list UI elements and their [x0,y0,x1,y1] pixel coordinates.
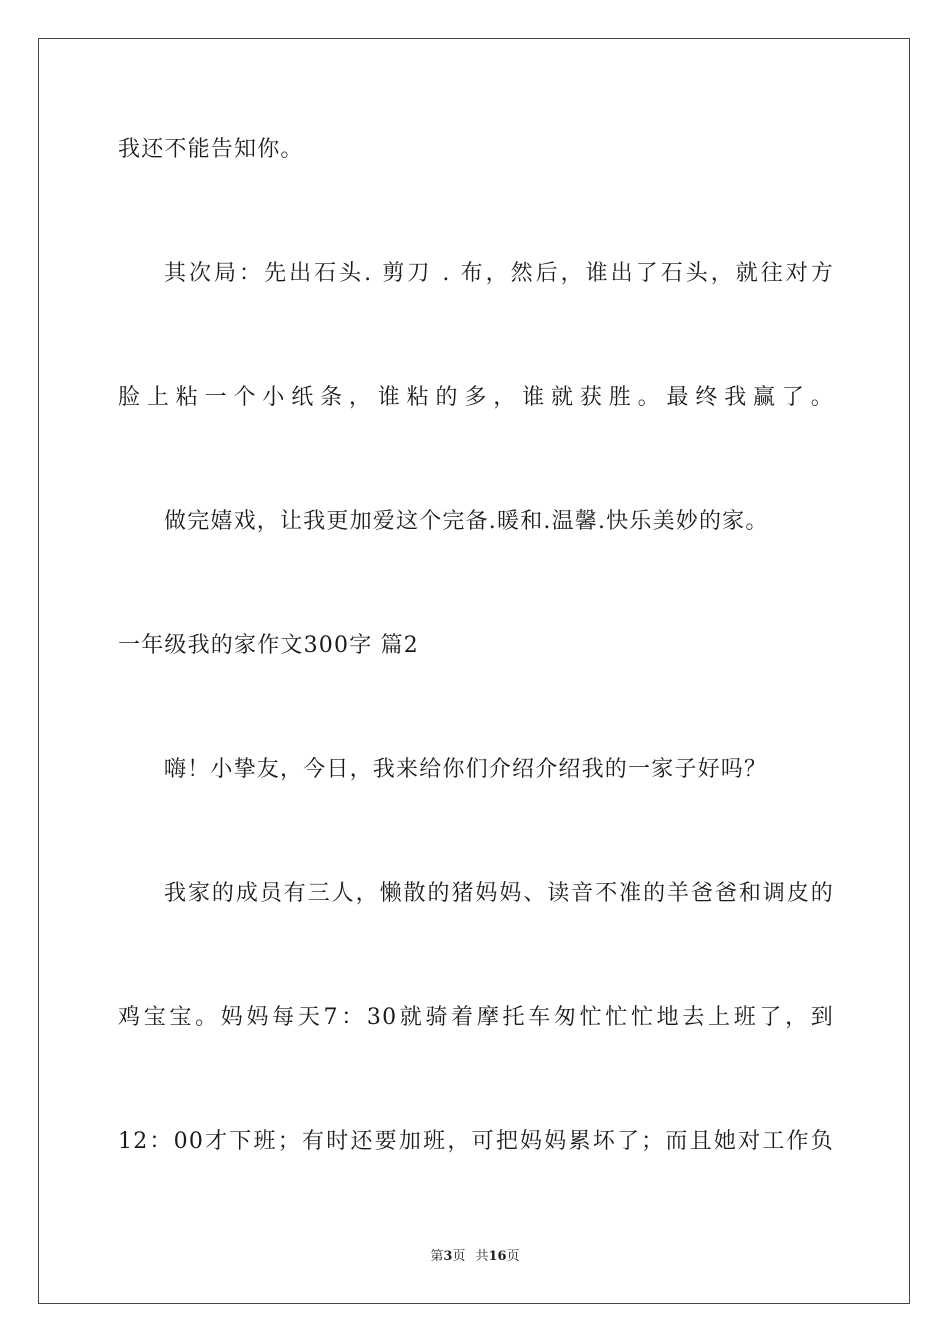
text-line-1: 我还不能告知你。 [118,137,304,162]
page-number: 3 [443,1249,453,1264]
total-prefix: 共 [475,1249,489,1264]
text-line-6: 我家的成员有三人，懒散的猪妈妈、读音不准的羊爸爸和调皮的 [164,881,834,906]
text-line-7: 鸡宝宝。妈妈每天7：30就骑着摩托车匆忙忙忙地去上班了，到 [118,1005,834,1030]
text-line-8: 12：00才下班；有时还要加班，可把妈妈累坏了；而且她对工作负 [118,1129,834,1154]
text-line-3: 脸上粘一个小纸条，谁粘的多，谁就获胜。最终我赢了。 [118,385,834,410]
total-pages: 16 [488,1249,507,1264]
section-heading: 一年级我的家作文300字 篇2 [118,633,419,658]
text-line-2: 其次局：先出石头. 剪刀 . 布，然后，谁出了石头，就往对方 [164,261,834,286]
page-prefix: 第 [430,1249,444,1264]
total-suffix: 页 [506,1249,520,1264]
page-border [38,38,910,1304]
page-footer [0,1248,950,1266]
page-suffix: 页 [452,1249,466,1264]
text-line-4: 做完嬉戏，让我更加爱这个完备.暖和.温馨.快乐美妙的家。 [164,509,769,534]
text-line-5: 嗨！小挚友，今日，我来给你们介绍介绍我的一家子好吗？ [164,757,768,782]
